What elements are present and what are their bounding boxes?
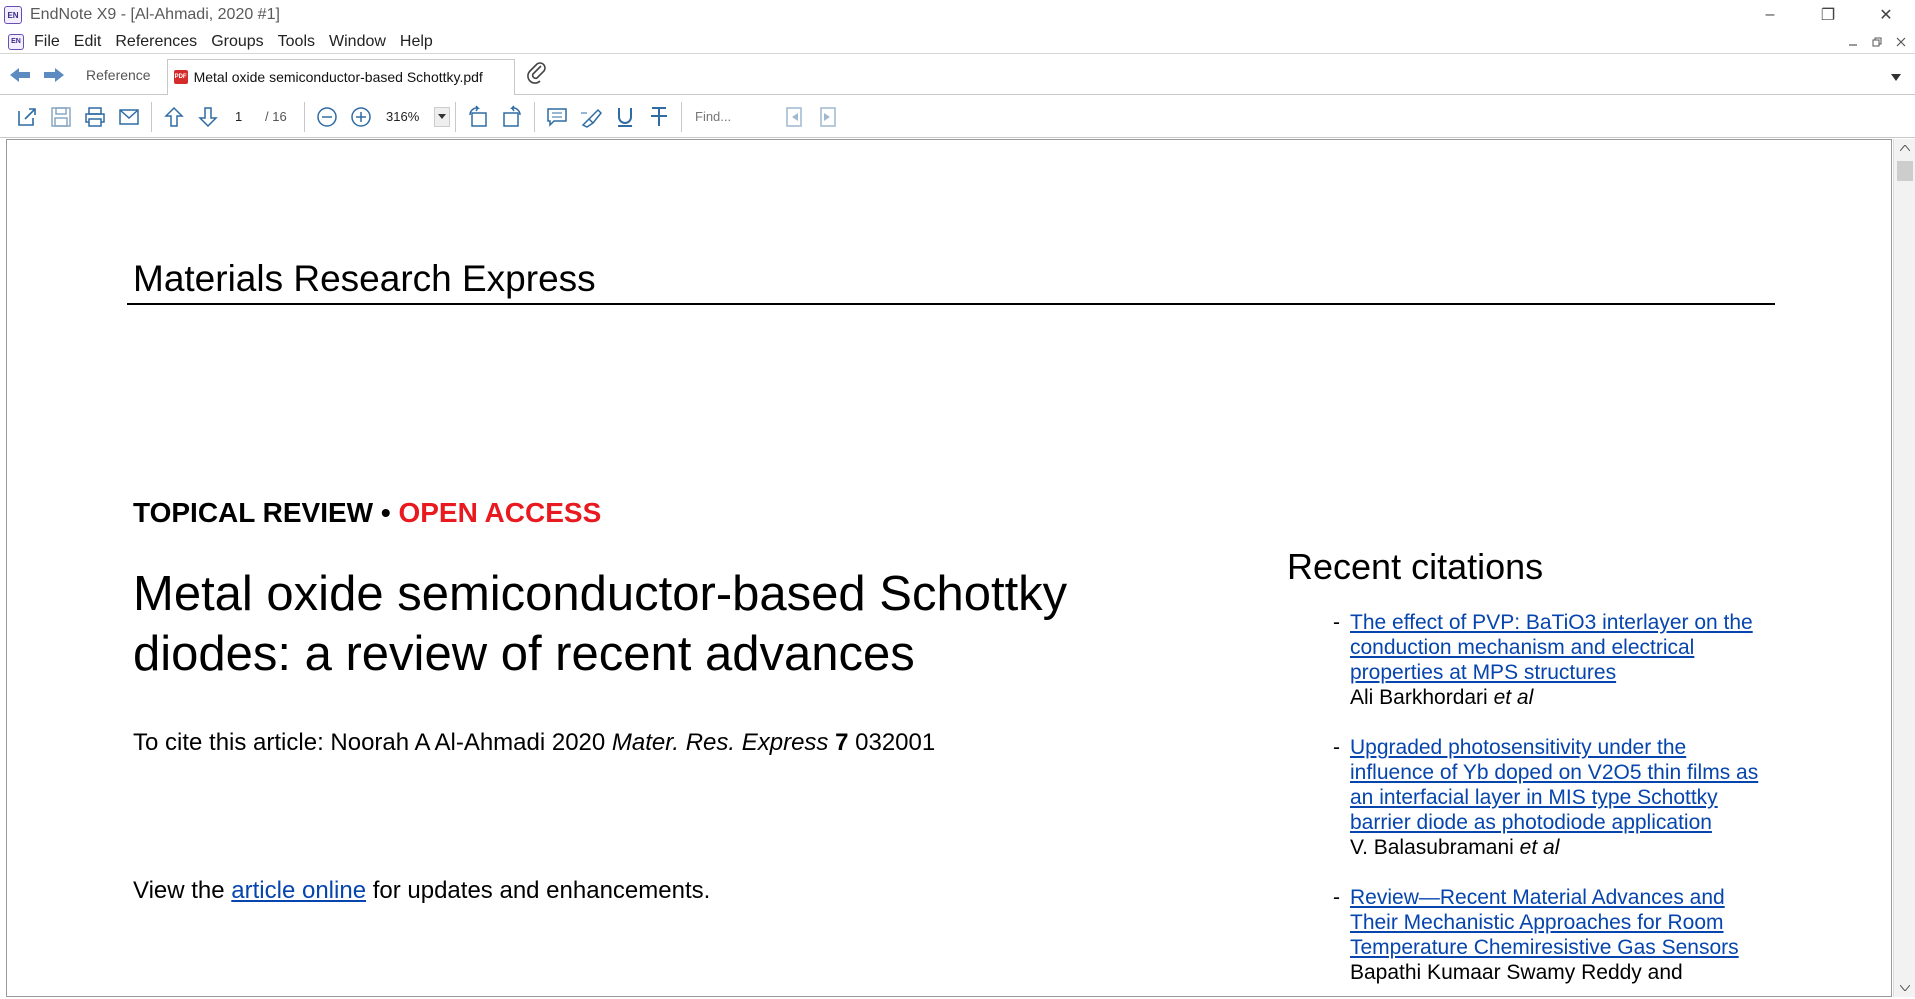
doc-restore-button[interactable] (1867, 34, 1887, 50)
sticky-note-icon[interactable] (540, 101, 574, 133)
document-menu-icon[interactable]: EN (8, 34, 24, 50)
tab-bar (0, 55, 1915, 95)
open-access-label: OPEN ACCESS (398, 497, 602, 528)
list-item (1333, 735, 1773, 860)
citation-author-line (1350, 685, 1773, 710)
scroll-up-icon[interactable] (1894, 139, 1915, 157)
citation-link[interactable]: Upgraded photosensitivity under the influence of Yb doped on V2O5 thin films as an interfacial layer in MIS type Schottky barrier diode as photodiode application (1350, 736, 1759, 834)
menu-tools[interactable]: Tools (277, 32, 316, 50)
citation-author: Bapathi Kumaar Swamy Reddy and (1350, 961, 1683, 984)
journal-rule (127, 303, 1775, 305)
tab-pdf-label: Metal oxide semiconductor-based Schottky.pdf (193, 69, 483, 85)
window-title: EndNote X9 - [Al-Ahmadi, 2020 #1] (30, 6, 280, 23)
open-external-icon[interactable] (10, 101, 44, 133)
citation-author-line (1350, 960, 1773, 985)
zoom-level-input[interactable]: 316% (386, 109, 420, 124)
citation-link[interactable]: Review—Recent Material Advances and Their Mechanistic Approaches for Room Temperature Chemiresistive Gas Sensors (1350, 886, 1739, 959)
scroll-down-icon[interactable] (1894, 979, 1915, 997)
window-controls (1741, 0, 1915, 30)
rotate-right-icon[interactable] (495, 101, 529, 133)
citation-author-line (1350, 835, 1773, 860)
page-number-input[interactable]: 1 (235, 109, 243, 124)
rotate-left-icon[interactable] (461, 101, 495, 133)
menu-references[interactable]: References (115, 32, 198, 50)
scroll-thumb[interactable] (1897, 161, 1913, 181)
back-arrow-icon[interactable] (6, 63, 34, 87)
save-icon[interactable] (44, 101, 78, 133)
find-previous-icon[interactable] (777, 101, 811, 133)
email-icon[interactable] (112, 101, 146, 133)
list-dash: - (1333, 736, 1340, 759)
view-online-line (133, 877, 710, 905)
list-dash: - (1333, 611, 1340, 634)
menu-edit[interactable]: Edit (73, 32, 102, 50)
citation-author: V. Balasubramani (1350, 836, 1514, 859)
menu-help[interactable]: Help (399, 32, 433, 50)
tab-list-dropdown-icon[interactable] (1891, 69, 1901, 87)
menu-file[interactable]: File (34, 32, 60, 50)
journal-name: Materials Research Express (133, 258, 596, 299)
citation-author: Ali Barkhordari (1350, 686, 1488, 709)
tab-pdf[interactable] (167, 59, 515, 95)
toolbar-separator (534, 102, 535, 132)
cite-journal: Mater. Res. Express (611, 729, 829, 756)
paperclip-icon[interactable] (525, 60, 549, 89)
citation-line (133, 729, 935, 757)
list-dash: - (1333, 886, 1340, 909)
view-suffix: for updates and enhancements. (366, 877, 711, 904)
forward-arrow-icon[interactable] (40, 63, 68, 87)
next-page-icon[interactable] (191, 101, 225, 133)
highlight-icon[interactable] (574, 101, 608, 133)
article-title: Metal oxide semiconductor-based Schottky diodes: a review of recent advances (133, 567, 1068, 681)
endnote-app-icon: EN (4, 6, 22, 24)
menu-bar (0, 30, 1915, 54)
zoom-in-icon[interactable] (344, 101, 378, 133)
title-bar (0, 0, 1915, 30)
page-total: / 16 (265, 109, 287, 124)
toolbar-separator (455, 102, 456, 132)
article-online-link[interactable]: article online (231, 877, 367, 904)
tab-reference[interactable]: Reference (86, 66, 151, 83)
list-item (1333, 885, 1773, 985)
strikethrough-icon[interactable] (642, 101, 676, 133)
document-window-controls (1843, 34, 1911, 50)
toolbar-separator (304, 102, 305, 132)
find-input[interactable]: Find... (695, 109, 732, 124)
cite-volume: 7 (835, 729, 849, 756)
find-next-icon[interactable] (811, 101, 845, 133)
toolbar-separator (681, 102, 682, 132)
print-icon[interactable] (78, 101, 112, 133)
close-button[interactable]: ✕ (1879, 7, 1893, 24)
citation-etal: et al (1493, 686, 1534, 709)
toolbar-separator (151, 102, 152, 132)
citation-link[interactable]: The effect of PVP: BaTiO3 interlayer on the conduction mechanism and electrical properties at MPS structures (1350, 611, 1753, 684)
doc-close-button[interactable] (1891, 34, 1911, 50)
cite-article-number: 032001 (848, 729, 936, 756)
minimize-button[interactable]: – (1765, 6, 1775, 23)
menu-window[interactable]: Window (329, 32, 386, 50)
recent-citations-heading: Recent citations (1287, 546, 1544, 587)
underline-icon[interactable] (608, 101, 642, 133)
view-prefix: View the (133, 877, 232, 904)
citation-etal: et al (1519, 836, 1560, 859)
article-type (133, 497, 601, 529)
restore-button[interactable]: ❐ (1820, 7, 1836, 24)
zoom-out-icon[interactable] (310, 101, 344, 133)
doc-minimize-button[interactable] (1843, 34, 1863, 50)
vertical-scrollbar[interactable] (1893, 139, 1915, 997)
menu-groups[interactable]: Groups (211, 32, 264, 50)
recent-citations-list (1333, 610, 1773, 997)
pdf-file-icon: PDF (174, 70, 188, 84)
previous-page-icon[interactable] (157, 101, 191, 133)
pdf-toolbar (0, 96, 1915, 138)
pdf-document-view[interactable] (6, 139, 1892, 997)
list-item (1333, 610, 1773, 710)
topical-review-label: TOPICAL REVIEW • (133, 497, 399, 528)
zoom-dropdown-icon[interactable] (434, 107, 450, 127)
cite-prefix: To cite this article: Noorah A Al-Ahmadi 2020 (133, 729, 612, 756)
